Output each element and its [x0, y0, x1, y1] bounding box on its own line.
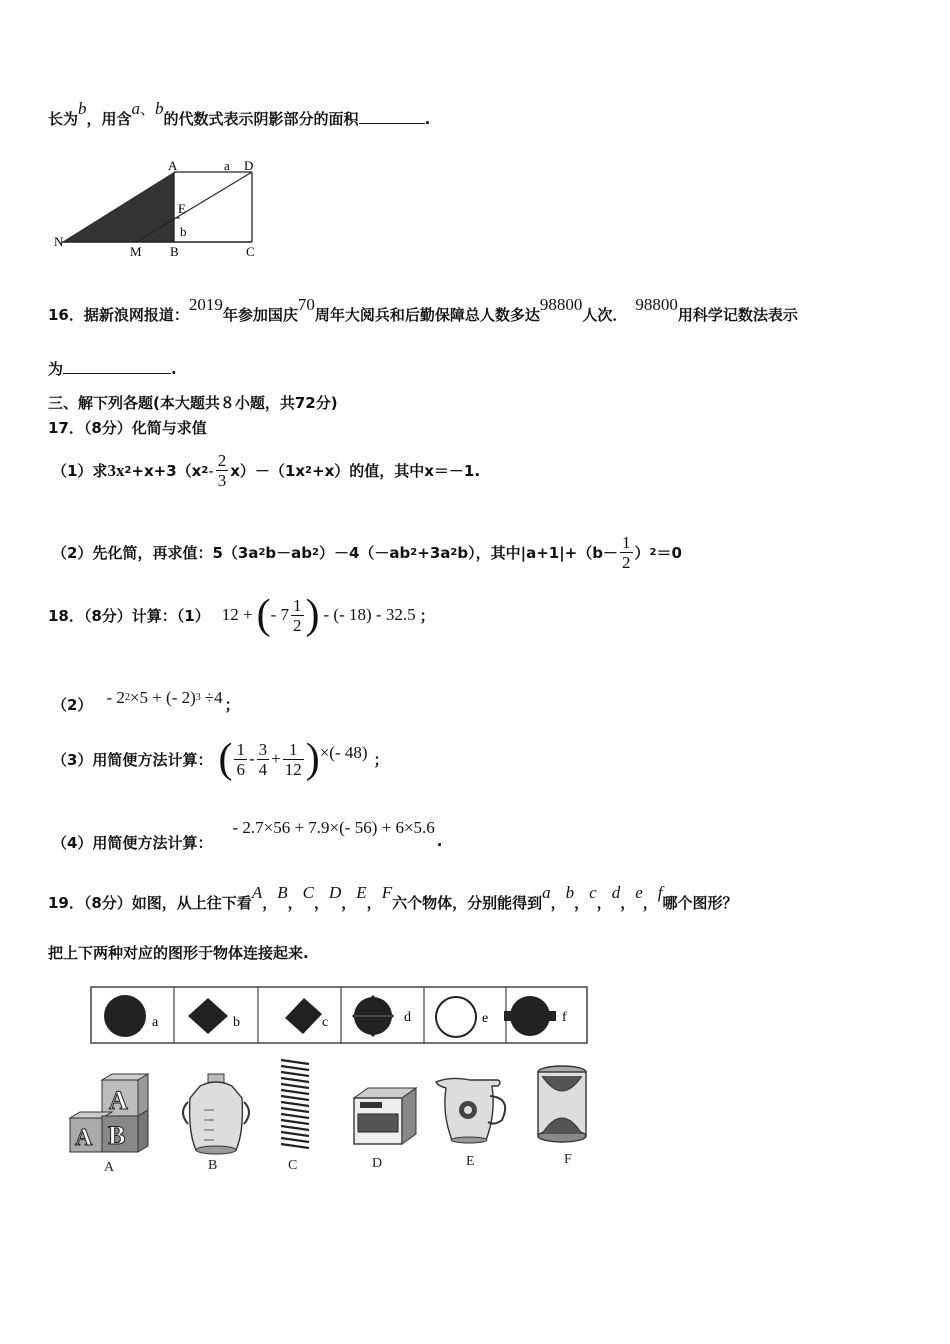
q18-p2-exp1: 2 — [124, 692, 130, 703]
q17-title: 17．（8分）化简与求值 — [48, 419, 207, 437]
obj-E: E — [356, 883, 367, 902]
answer-blank-15[interactable] — [359, 109, 425, 124]
q15-line — [48, 99, 431, 129]
object-label-C: C — [288, 1158, 298, 1173]
q17-p1-exp-a: 2 — [124, 465, 132, 476]
q18-p3-op2: + — [271, 749, 281, 768]
q16-text5: 用科学记数法表示 — [677, 306, 798, 324]
view-a-filled-circle-icon — [104, 995, 146, 1037]
object-A-blocks — [68, 1072, 150, 1156]
q15-prefix: 长为 — [48, 110, 79, 128]
q16-year: 2019 — [188, 295, 223, 314]
q17-p2-exp5: 2 — [649, 547, 657, 558]
section-heading: 三、解下列各题(本大题共８小题，共72分) — [48, 394, 338, 412]
q17-p1-cond: x＝－1. — [424, 462, 481, 480]
frac-den: 6 — [236, 759, 245, 779]
block-letter-left: A — [75, 1125, 93, 1151]
q18-p2-a: - 2 — [106, 687, 125, 707]
q18-p1-a: 12 + — [221, 605, 253, 624]
fraction-1-12 — [283, 741, 304, 778]
q18-part4 — [52, 818, 443, 853]
q15-mid: ，用含 — [86, 110, 132, 128]
cell-label-a: a — [152, 1015, 159, 1030]
label-N: N — [54, 234, 64, 249]
frac-num: 3 — [258, 739, 268, 759]
cell-label-d: d — [404, 1010, 411, 1025]
q17-p1-expr-c: - — [208, 461, 214, 480]
q17-p1-expr-b: +x+3（x — [131, 462, 202, 480]
view-e-hollow-circle-icon — [436, 997, 476, 1037]
q17-p1-expr-e: +x）的值，其中 — [312, 462, 425, 480]
q17-part2 — [52, 534, 682, 571]
frac-num: 1 — [293, 595, 302, 615]
shaded-triangle — [62, 172, 174, 242]
object-label-A: A — [104, 1160, 115, 1175]
q18-p1-b: - 7 — [270, 605, 290, 624]
q19-line1: 19．（8分）如图，从上往下看A，B，C，D，E，F六个物体，分别能得到a，b，c，d，e，f哪个图形？ — [48, 883, 738, 912]
view-e: e — [635, 883, 643, 902]
q16-num70: 70 — [297, 295, 315, 314]
cell-label-c: c — [322, 1015, 329, 1030]
frac-den: 12 — [284, 759, 302, 779]
fraction-3-4 — [257, 741, 270, 778]
view-b: b — [565, 883, 575, 902]
cell-label-e: e — [482, 1011, 489, 1026]
object-label-F: F — [564, 1152, 572, 1167]
left-paren: ( — [256, 592, 271, 638]
q18-p3-label: （3）用简便方法计算： — [52, 750, 213, 769]
q19-line2: 把上下两种对应的图形于物体连接起来. — [48, 944, 309, 962]
q17-p2-exp2: 2 — [312, 547, 319, 558]
q17-p1-expr-d: x）－（1x — [230, 462, 306, 480]
q18-p1-end: ； — [419, 606, 435, 625]
q16-text1: 16．据新浪网报道： — [48, 306, 189, 324]
obj-C: C — [302, 883, 314, 902]
q18-p2-end: ； — [224, 696, 240, 714]
view-f: f — [657, 883, 663, 902]
q18-p3-b: ×(- 48) — [319, 743, 368, 762]
object-label-E: E — [466, 1154, 475, 1169]
q18-p2-b: ×5 + (- 2) — [129, 687, 196, 707]
q17-p2-label: （2）先化简，再求值：5（3a — [52, 544, 259, 562]
q15-sep: 、 — [140, 100, 156, 118]
var-b: b — [78, 99, 87, 118]
object-E-pitcher — [430, 1074, 514, 1148]
q18-part3 — [52, 738, 389, 780]
q18-p4-label: （4）用简便方法计算： — [52, 834, 213, 852]
q17-p1-exp-b: 2 — [201, 465, 209, 476]
frac-den: 4 — [258, 759, 268, 779]
view-a: a — [542, 883, 551, 902]
object-B-jug — [180, 1072, 252, 1156]
view-c: c — [589, 883, 597, 902]
view-d: d — [611, 883, 621, 902]
q18-p1-c: - (- 18) - 32.5 — [323, 605, 416, 624]
block-letter-top: A — [109, 1086, 128, 1115]
label-A: A — [168, 158, 178, 173]
fraction-1-2-q18 — [291, 597, 304, 634]
object-label-D: D — [372, 1156, 383, 1171]
label-C: C — [246, 244, 255, 259]
frac-num: 1 — [236, 739, 245, 759]
q17-p2-exp1: 2 — [258, 547, 266, 558]
q16-text2: 年参加国庆 — [222, 306, 298, 324]
q18-p2-c: ÷4 — [204, 687, 223, 707]
fraction-1-6 — [234, 741, 247, 778]
q16-text4: 人次． — [582, 306, 628, 324]
obj-B: B — [277, 883, 288, 902]
q17-p2-t3: +3a — [417, 543, 451, 562]
q18-part1 — [48, 594, 435, 636]
q18-p4-expr: - 2.7×56 + 7.9×(- 56) + 6×5.6 — [232, 818, 435, 837]
q17-p1-expr-a: 3x — [107, 460, 125, 480]
q16-count2: 98800 — [635, 295, 678, 314]
q16-line2-prefix: 为 — [48, 360, 64, 378]
q17-part1 — [52, 452, 480, 489]
answer-blank-16[interactable] — [63, 359, 171, 374]
object-label-B: B — [208, 1158, 218, 1173]
q17-p2-t5: ） — [634, 544, 650, 562]
frac-num: 1 — [288, 739, 298, 759]
q17-p2-t6: ＝0 — [656, 544, 682, 562]
object-C-spring — [278, 1056, 312, 1152]
fraction-2-3 — [216, 452, 229, 489]
q18-p4-end: . — [436, 832, 443, 850]
q17-p1-label: （1）求 — [52, 462, 108, 480]
q17-p2-exp4: 2 — [450, 547, 458, 558]
object-F-cylinder — [534, 1064, 590, 1144]
right-paren: ) — [305, 736, 320, 782]
view-f-spout — [504, 1011, 556, 1021]
q19-text1: 19．（8分）如图，从上往下看 — [48, 894, 252, 912]
q15-end: . — [424, 110, 431, 128]
q19-text3: 哪个图形？ — [662, 894, 738, 912]
obj-A: A — [251, 883, 263, 902]
q17-p2-t1: b－ab — [265, 544, 313, 562]
q17-p2-t2: ）－4（－ab — [318, 544, 411, 562]
cell-label-b: b — [233, 1015, 240, 1030]
object-D-box — [350, 1086, 420, 1148]
label-E: E — [178, 201, 186, 216]
cell-label-f: f — [562, 1010, 567, 1025]
frac-den: 2 — [622, 553, 631, 572]
fraction-1-2 — [620, 534, 633, 571]
frac-num: 2 — [217, 451, 227, 470]
obj-F: F — [381, 883, 393, 902]
block-letter-right: B — [108, 1121, 126, 1150]
q17-p2-t4: b），其中|a+1|+（b－ — [457, 544, 618, 562]
q19-text2: 六个物体，分别能得到 — [392, 894, 543, 912]
frac-den: 3 — [217, 471, 227, 490]
var-b2: b — [155, 99, 164, 118]
q18-p3-op1: - — [248, 749, 255, 768]
var-a: a — [131, 99, 141, 118]
q15-geometry-figure — [48, 150, 278, 265]
frac-den: 2 — [293, 615, 302, 635]
left-paren: ( — [218, 736, 233, 782]
label-a: a — [224, 158, 230, 173]
q18-title: 18．（8分）计算：（1） — [48, 606, 210, 625]
right-paren: ) — [305, 592, 320, 638]
q18-part2 — [52, 680, 240, 715]
obj-D: D — [328, 883, 342, 902]
q16-line2 — [48, 358, 177, 379]
label-b: b — [180, 224, 187, 239]
q18-p2-exp2: 3 — [195, 692, 201, 703]
q16-count1: 98800 — [539, 295, 583, 314]
frac-num: 1 — [622, 533, 631, 552]
q18-p2-label: （2） — [52, 696, 93, 714]
q17-p1-exp-d: 2 — [305, 465, 312, 476]
q15-suffix: 的代数式表示阴影部分的面积 — [163, 110, 359, 128]
label-M: M — [130, 244, 142, 259]
q18-p3-end: ； — [373, 750, 389, 769]
q16-text3: 周年大阅兵和后勤保障总人数多达 — [314, 306, 540, 324]
q16-line — [48, 295, 798, 325]
q17-p2-exp3: 2 — [410, 547, 418, 558]
label-D: D — [244, 158, 254, 173]
q16-line2-end: . — [171, 360, 177, 378]
label-B: B — [170, 244, 179, 259]
top-view-table — [90, 986, 590, 1046]
